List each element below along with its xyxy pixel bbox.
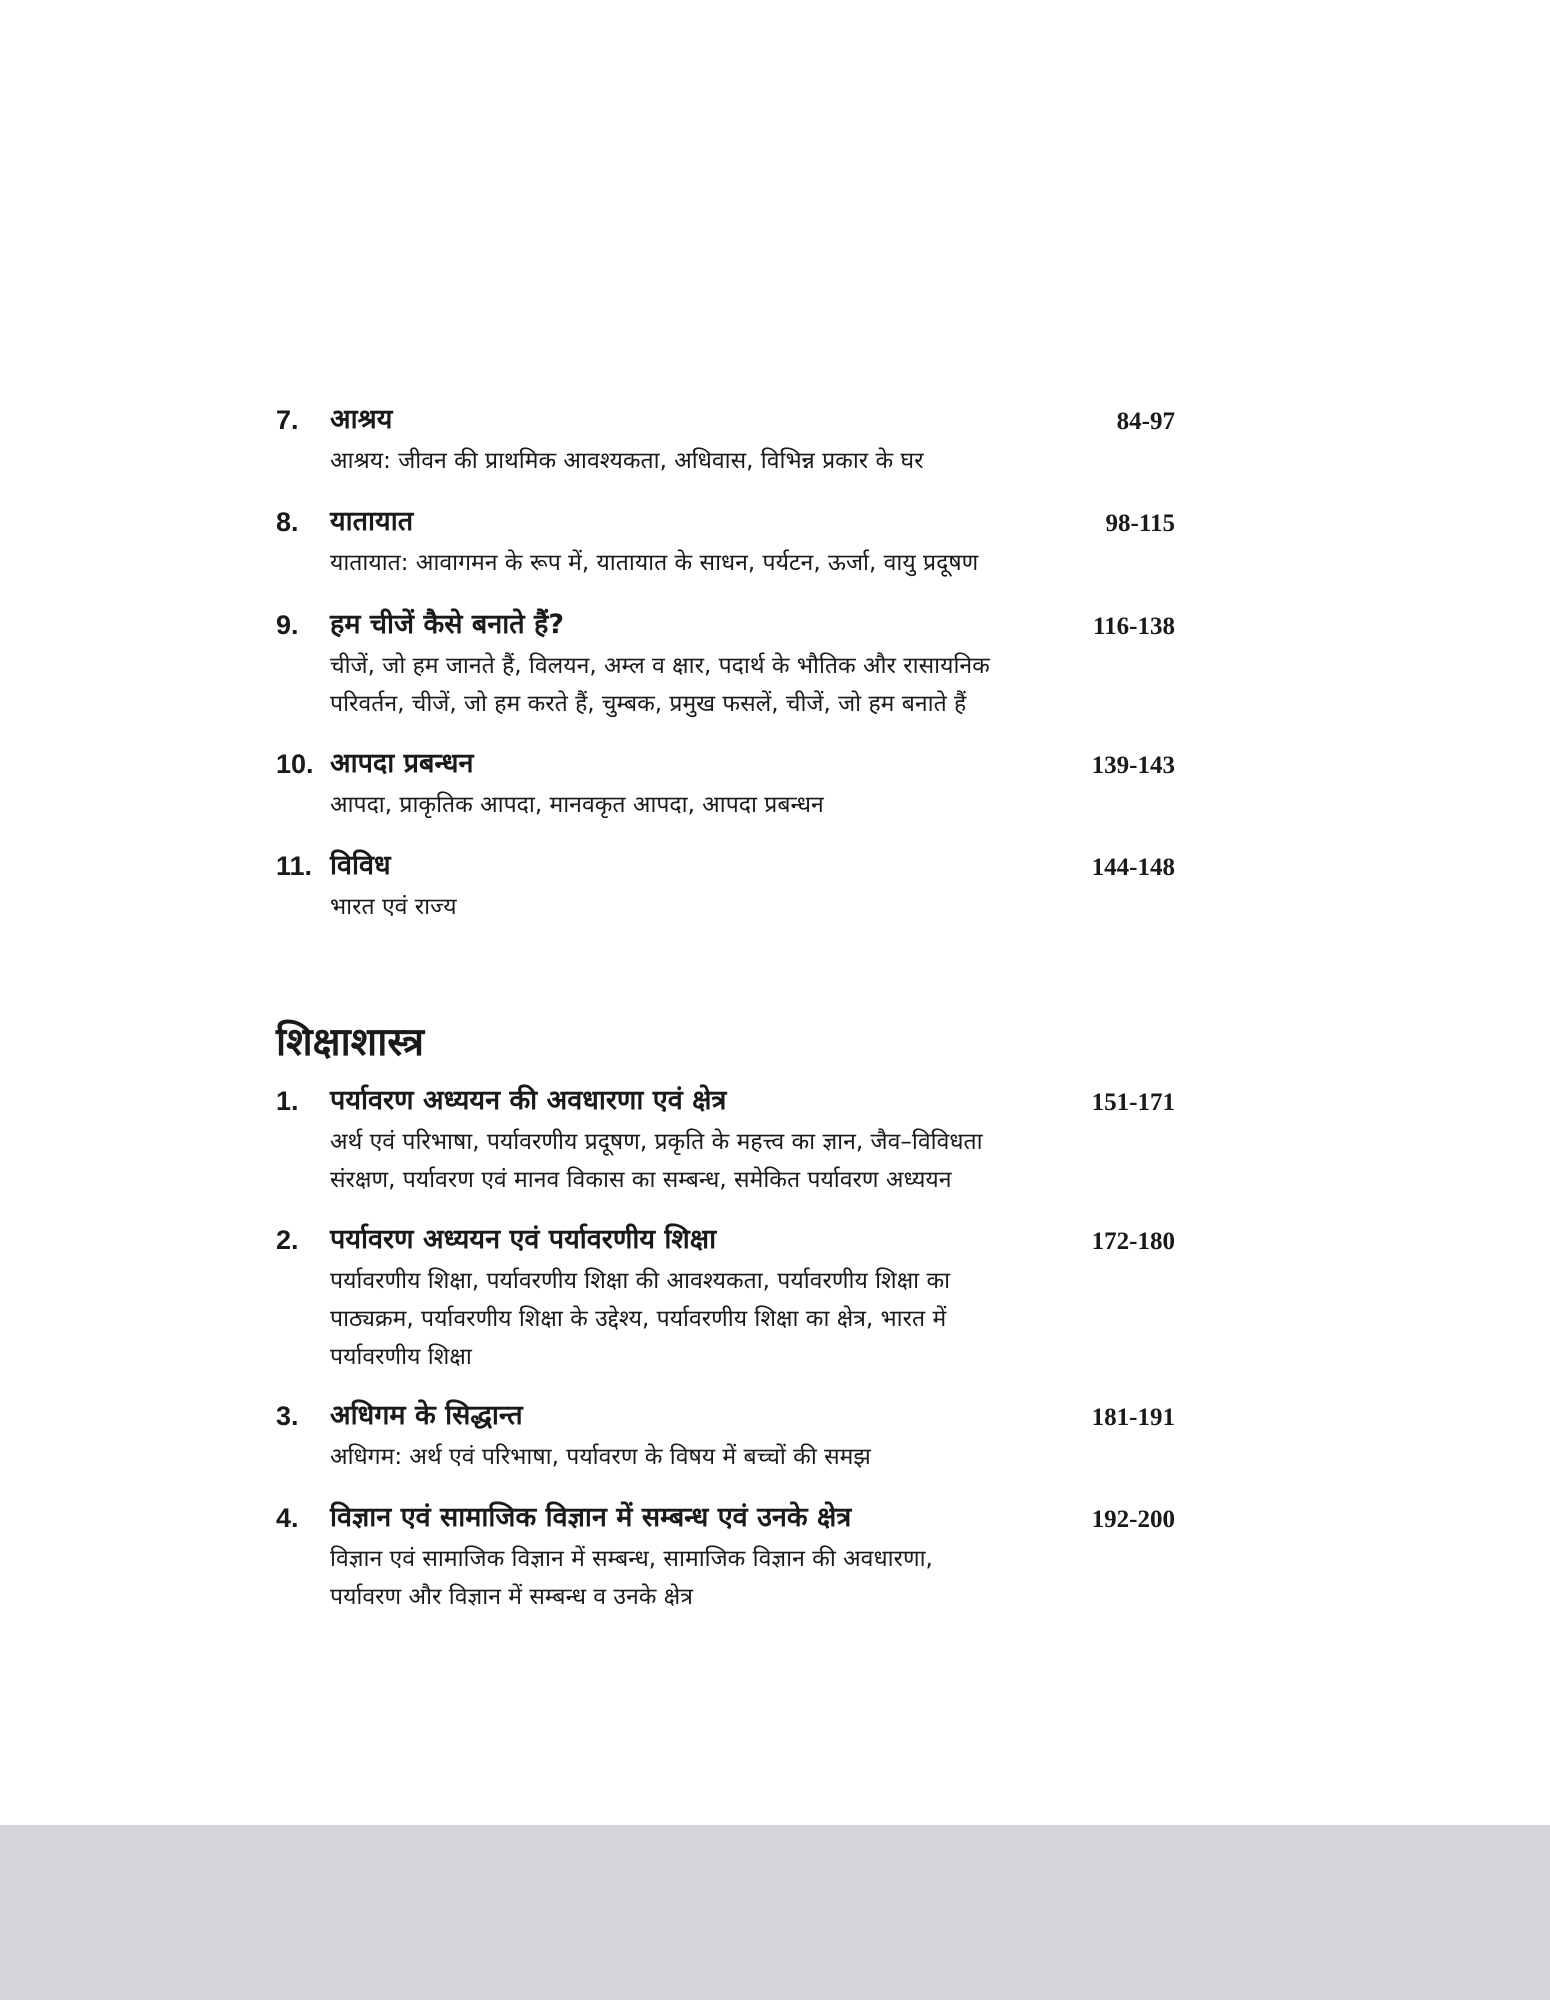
topics-line: अधिगम: अर्थ एवं परिभाषा, पर्यावरण के विषय में बच्चों की समझ (330, 1444, 871, 1470)
chapter-title: पर्यावरण अध्ययन एवं पर्यावरणीय शिक्षा (330, 1224, 717, 1255)
chapter-topics (330, 786, 1110, 824)
topics-line: परिवर्तन, चीजें, जो हम करते हैं, चुम्बक, प्रमुख फसलें, चीजें, जो हम बनाते हैं (330, 691, 967, 717)
chapter-number: 8. (276, 507, 299, 537)
chapter-title: आपदा प्रबन्धन (330, 748, 474, 779)
topics-line: आश्रय: जीवन की प्राथमिक आवश्यकता, अधिवास, विभिन्न प्रकार के घर (330, 448, 924, 474)
page-range: 84-97 (1116, 408, 1175, 435)
chapter-title: विविध (330, 850, 391, 881)
chapter-number: 7. (276, 405, 299, 435)
topics-line: विज्ञान एवं सामाजिक विज्ञान में सम्बन्ध, सामाजिक विज्ञान की अवधारणा, (330, 1546, 933, 1572)
page-range: 144-148 (1091, 854, 1175, 881)
topics-line: भारत एवं राज्य (330, 894, 457, 920)
chapter-title: यातायात (330, 506, 414, 537)
topics-line: पर्यावरणीय शिक्षा, पर्यावरणीय शिक्षा की आवश्यकता, पर्यावरणीय शिक्षा का (330, 1268, 951, 1294)
section-heading: शिक्षाशास्त्र (276, 1020, 425, 1065)
footer-band (0, 1825, 1550, 2000)
page-range: 192-200 (1091, 1506, 1175, 1533)
topics-line: संरक्षण, पर्यावरण एवं मानव विकास का सम्बन्ध, समेकित पर्यावरण अध्ययन (330, 1167, 952, 1193)
chapter-number: 4. (276, 1503, 299, 1533)
topics-line: पाठ्यक्रम, पर्यावरणीय शिक्षा के उद्देश्य, पर्यावरणीय शिक्षा का क्षेत्र, भारत में (330, 1306, 947, 1332)
topics-line: आपदा, प्राकृतिक आपदा, मानवकृत आपदा, आपदा प्रबन्धन (330, 792, 824, 818)
chapter-topics (330, 1540, 1110, 1616)
topics-line: चीजें, जो हम जानते हैं, विलयन, अम्ल व क्षार, पदार्थ के भौतिक और रासायनिक (330, 653, 990, 679)
chapter-number: 9. (276, 610, 299, 640)
topics-line: पर्यावरण और विज्ञान में सम्बन्ध व उनके क्षेत्र (330, 1584, 693, 1610)
chapter-topics (330, 442, 1110, 480)
page-range: 116-138 (1093, 613, 1175, 640)
chapter-title: विज्ञान एवं सामाजिक विज्ञान में सम्बन्ध एवं उनके क्षेत्र (330, 1502, 852, 1533)
topics-line: यातायात: आवागमन के रूप में, यातायात के साधन, पर्यटन, ऊर्जा, वायु प्रदूषण (330, 550, 979, 576)
chapter-topics (330, 1123, 1110, 1199)
topics-line: पर्यावरणीय शिक्षा (330, 1344, 472, 1370)
chapter-number: 2. (276, 1225, 299, 1255)
topics-line: अर्थ एवं परिभाषा, पर्यावरणीय प्रदूषण, प्रकृति के महत्त्व का ज्ञान, जैव–विविधता (330, 1129, 983, 1155)
chapter-topics (330, 888, 1110, 926)
chapter-topics (330, 544, 1110, 582)
chapter-number: 3. (276, 1401, 299, 1431)
page-range: 139-143 (1091, 752, 1175, 779)
page-range: 172-180 (1091, 1228, 1175, 1255)
page-range: 181-191 (1091, 1404, 1175, 1431)
chapter-number: 10. (276, 749, 314, 779)
chapter-title: अधिगम के सिद्धान्त (330, 1400, 523, 1431)
page-range: 98-115 (1105, 510, 1175, 537)
chapter-title: हम चीजें कैसे बनाते हैं? (330, 609, 565, 640)
chapter-title: पर्यावरण अध्ययन की अवधारणा एवं क्षेत्र (330, 1085, 727, 1116)
page-range: 151-171 (1091, 1089, 1175, 1116)
chapter-topics (330, 647, 1110, 723)
chapter-title: आश्रय (330, 404, 393, 435)
chapter-topics (330, 1438, 1110, 1476)
chapter-number: 11. (276, 851, 313, 881)
chapter-number: 1. (276, 1086, 299, 1116)
chapter-topics (330, 1262, 1110, 1376)
